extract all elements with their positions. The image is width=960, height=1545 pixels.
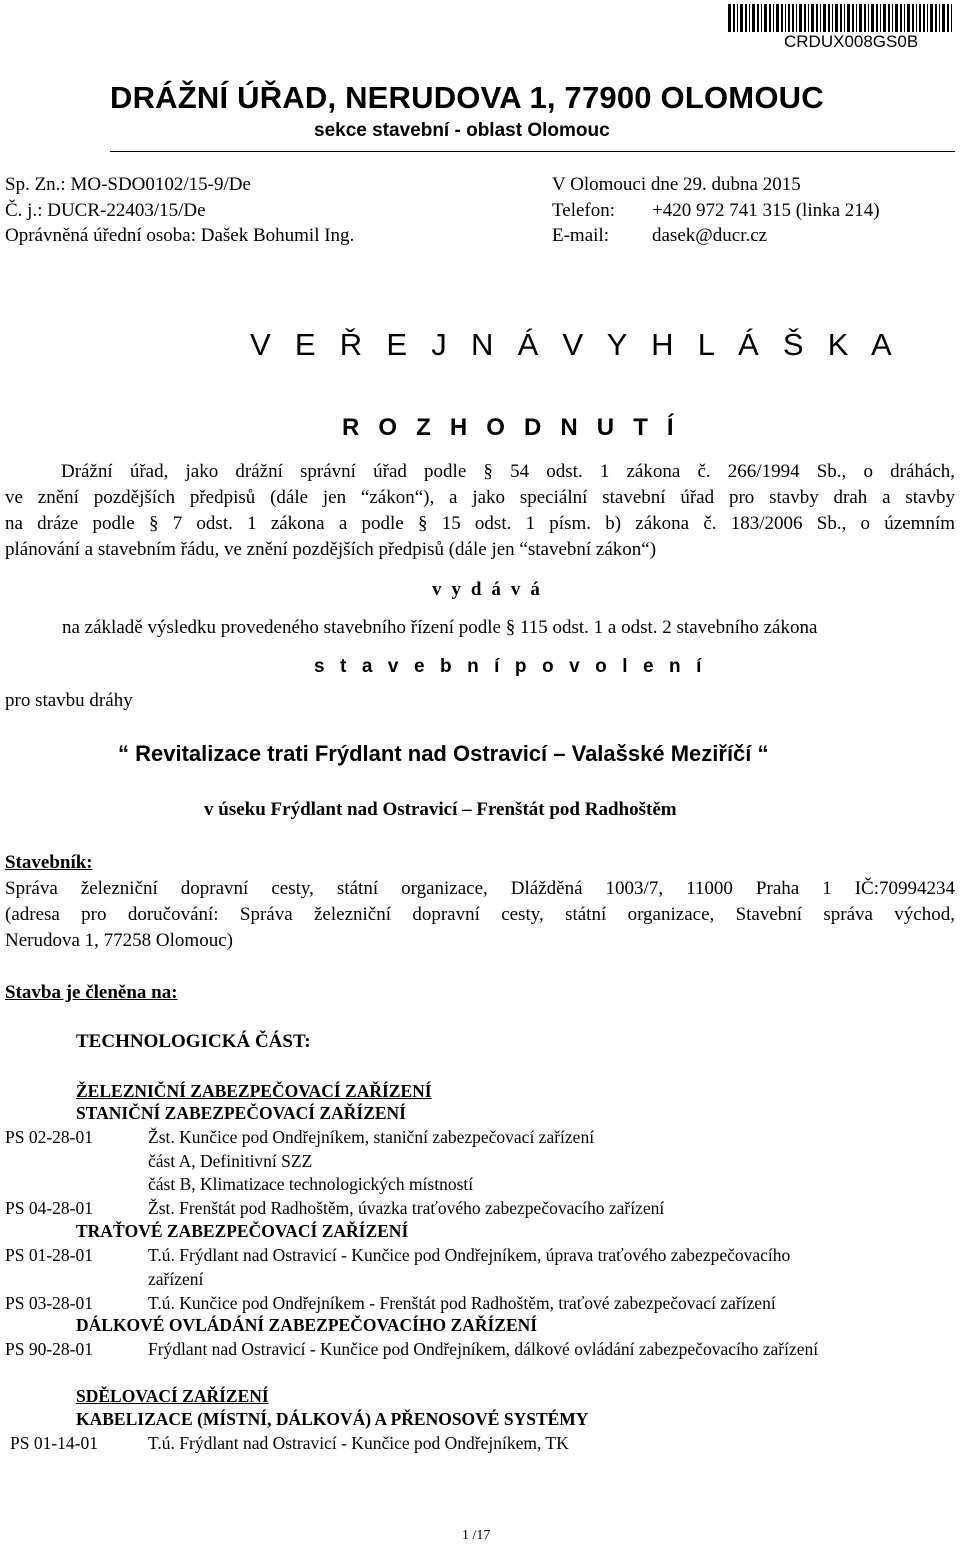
barcode-bar [788, 4, 791, 32]
item-code: PS 01-28-01 [5, 1245, 93, 1265]
barcode-bar [781, 4, 783, 32]
project-section: v úseku Frýdlant nad Ostravicí – Frenštát pod Radhoštěm [204, 799, 677, 820]
barcode-bar [749, 4, 750, 32]
intro-line: plánování a stavebním řádu, ve znění pozdějších předpisů (dále jen “stavební zákon“) [5, 539, 657, 560]
item-description: Žst. Frenštát pod Radhoštěm, úvazka traťového zabezpečovacího zařízení [148, 1198, 665, 1218]
barcode-bar [728, 4, 731, 32]
intro-paragraph [5, 459, 955, 563]
barcode-bar [871, 4, 874, 32]
barcode-bar [764, 4, 767, 32]
barcode-bar [892, 4, 893, 32]
basis-text: na základě výsledku provedeného stavebního řízení podle § 115 odst. 1 a odst. 2 stavebního zákona [62, 617, 818, 638]
barcode-bar [883, 4, 886, 32]
decision-title: R O Z H O D N U T Í [342, 414, 680, 441]
barcode-bar [816, 4, 818, 32]
item-description: část A, Definitivní SZZ [148, 1151, 313, 1171]
barcode-bar [776, 4, 779, 32]
item-description: T.ú. Frýdlant nad Ostravicí - Kunčice pod Ondřejníkem, úprava traťového zabezpečovacího [148, 1245, 791, 1265]
barcode-bar [808, 4, 809, 32]
item-description: T.ú. Frýdlant nad Ostravicí - Kunčice pod Ondřejníkem, TK [148, 1433, 569, 1453]
barcode-bar [840, 4, 842, 32]
email-value: dasek@ducr.cz [652, 225, 768, 246]
item-description: Frýdlant nad Ostravicí - Kunčice pod Ondřejníkem, dálkové ovládání zabezpečovacího zařízení [148, 1339, 819, 1359]
builder-line: Správa železniční dopravní cesty, státní organizace, Dlážděná 1003/7, 11000 Praha 1 IČ:70994234 [5, 878, 955, 899]
barcode-bar [796, 4, 797, 32]
place-date: V Olomouci dne 29. dubna 2015 [552, 174, 801, 195]
file-number: Sp. Zn.: MO-SDO0102/15-9/De [5, 174, 251, 195]
builder-label: Stavebník: [5, 852, 93, 873]
barcode [728, 4, 954, 32]
public-notice-title: V E Ř E J N Á V Y H L Á Š K A [250, 327, 900, 362]
barcode-bar [864, 4, 866, 32]
barcode-bar [859, 4, 862, 32]
barcode-bar [785, 4, 786, 32]
intro-line: ve znění pozdějších předpisů (dále jen “zákon“), a jako speciální stavební úřad pro stavby drah a stavby [5, 487, 955, 508]
barcode-bar [804, 4, 806, 32]
builder-block [5, 876, 955, 954]
barcode-bar [799, 4, 802, 32]
building-permit-heading: s t a v e b n í p o v o l e n í [314, 656, 707, 677]
barcode-bar [740, 4, 743, 32]
railway-safety-heading: ŽELEZNIČNÍ ZABEZPEČOVACÍ ZAŘÍZENÍ [76, 1081, 432, 1101]
barcode-bar [880, 4, 881, 32]
reference-number: Č. j.: DUCR-22403/15/De [5, 200, 206, 221]
track-safety-heading: TRAŤOVÉ ZABEZPEČOVACÍ ZAŘÍZENÍ [76, 1221, 409, 1241]
barcode-bar [792, 4, 794, 32]
builder-line: Nerudova 1, 77258 Olomouc) [5, 930, 233, 951]
barcode-code: CRDUX008GS0B [784, 32, 919, 51]
barcode-bar [912, 4, 914, 32]
barcode-bar [927, 4, 928, 32]
phone-value: +420 972 741 315 (linka 214) [652, 200, 880, 221]
barcode-bar [852, 4, 854, 32]
barcode-bar [942, 4, 945, 32]
responsible-person: Oprávněná úřední osoba: Dašek Bohumil Ing. [5, 225, 355, 246]
station-safety-heading: STANIČNÍ ZABEZPEČOVACÍ ZAŘÍZENÍ [76, 1103, 406, 1123]
barcode-bar [868, 4, 869, 32]
barcode-bar [811, 4, 814, 32]
barcode-bar [904, 4, 905, 32]
item-code: PS 02-28-01 [5, 1127, 93, 1147]
item-code: PS 04-28-01 [5, 1198, 93, 1218]
barcode-bar [823, 4, 826, 32]
barcode-bar [939, 4, 940, 32]
barcode-bar [769, 4, 771, 32]
barcode-bar [757, 4, 759, 32]
item-description: zařízení [148, 1269, 204, 1289]
barcode-bar [895, 4, 898, 32]
structure-label: Stavba je členěna na: [5, 982, 178, 1003]
item-code: PS 01-14-01 [10, 1433, 98, 1453]
project-title: “ Revitalizace trati Frýdlant nad Ostravicí – Valašské Meziříčí “ [118, 741, 769, 766]
page-number: 1 /17 [462, 1528, 491, 1543]
barcode-bar [919, 4, 922, 32]
barcode-bar [773, 4, 774, 32]
barcode-bar [923, 4, 925, 32]
barcode-bar [930, 4, 933, 32]
tech-part-heading: TECHNOLOGICKÁ ČÁST: [76, 1031, 311, 1052]
remote-control-heading: DÁLKOVÉ OVLÁDÁNÍ ZABEZPEČOVACÍHO ZAŘÍZENÍ [76, 1315, 538, 1335]
barcode-bar [737, 4, 738, 32]
intro-line: na dráze podle § 7 odst. 1 zákona a podle § 15 odst. 1 písm. b) zákona č. 183/2006 Sb., o územním [5, 513, 955, 534]
barcode-bar [752, 4, 755, 32]
email-label: E-mail: [552, 225, 609, 246]
item-description: Žst. Kunčice pod Ondřejníkem, staniční zabezpečovací zařízení [148, 1127, 595, 1147]
barcode-bar [733, 4, 735, 32]
item-description: část B, Klimatizace technologických místností [148, 1174, 474, 1194]
barcode-bar [820, 4, 821, 32]
issues-heading: v y d á v á [432, 579, 543, 600]
item-code: PS 03-28-01 [5, 1293, 93, 1313]
barcode-bar [888, 4, 890, 32]
barcode-bar [876, 4, 878, 32]
barcode-bar [745, 4, 747, 32]
intro-line: Drážní úřad, jako drážní správní úřad podle § 54 odst. 1 zákona č. 266/1994 Sb., o dráhách, [61, 461, 955, 482]
barcode-bar [761, 4, 762, 32]
item-description: T.ú. Kunčice pod Ondřejníkem - Frenštát pod Radhoštěm, traťové zabezpečovací zařízení [148, 1293, 776, 1313]
office-title: DRÁŽNÍ ÚŘAD, NERUDOVA 1, 77900 OLOMOUC [110, 80, 824, 115]
for-building-label: pro stavbu dráhy [5, 690, 133, 711]
office-section: sekce stavební - oblast Olomouc [314, 120, 610, 141]
barcode-bar [856, 4, 857, 32]
barcode-bar [951, 4, 952, 32]
barcode-bar [828, 4, 830, 32]
barcode-bar [916, 4, 917, 32]
barcode-bar [947, 4, 949, 32]
barcode-bar [844, 4, 845, 32]
barcode-bar [900, 4, 902, 32]
barcode-bar [907, 4, 910, 32]
barcode-bar [935, 4, 937, 32]
barcode-bar [835, 4, 838, 32]
communication-heading: SDĚLOVACÍ ZAŘÍZENÍ [76, 1386, 269, 1406]
phone-label: Telefon: [552, 200, 616, 221]
item-code: PS 90-28-01 [5, 1339, 93, 1359]
header-divider [110, 151, 955, 152]
cabling-heading: KABELIZACE (MÍSTNÍ, DÁLKOVÁ) A PŘENOSOVÉ SYSTÉMY [76, 1409, 589, 1429]
builder-line: (adresa pro doručování: Správa železniční dopravní cesty, státní organizace, Stavební správa východ, [5, 904, 955, 925]
barcode-bar [832, 4, 833, 32]
barcode-bar [847, 4, 850, 32]
